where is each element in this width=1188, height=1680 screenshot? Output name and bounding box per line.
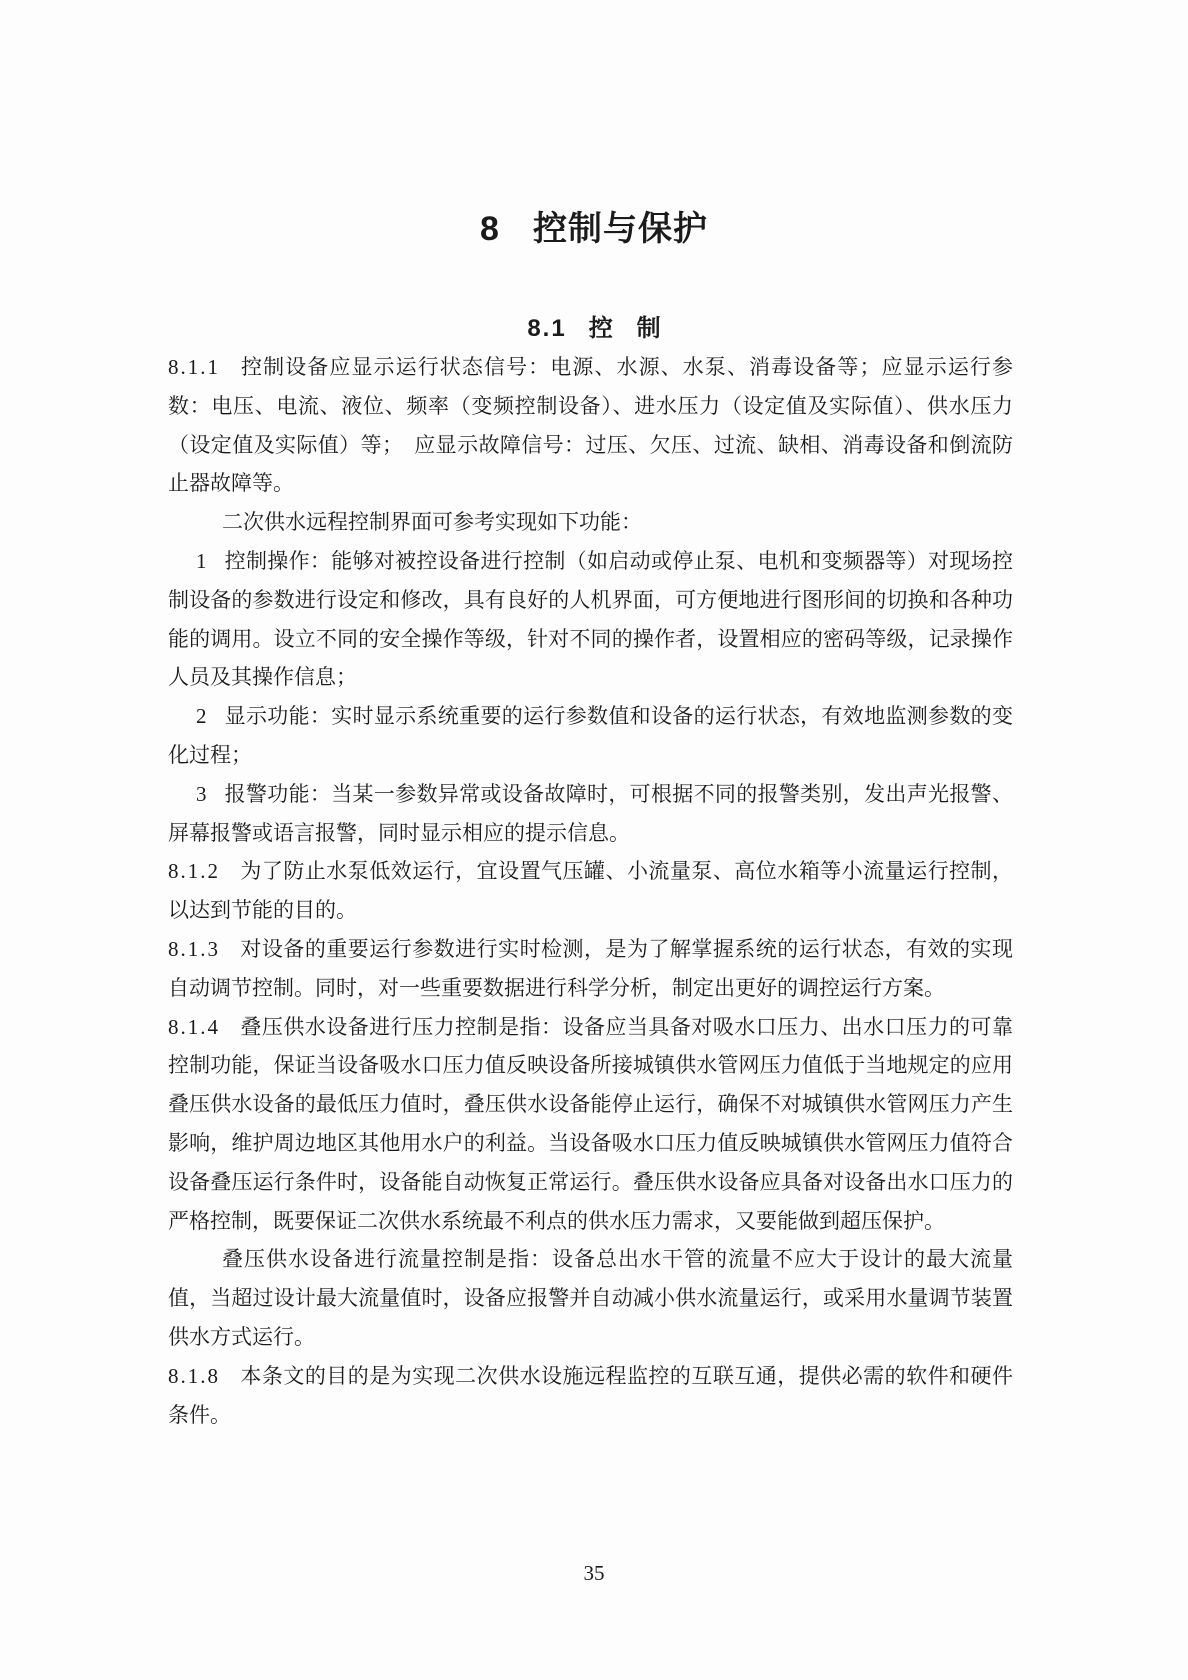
list-item-paragraph [168,775,1013,853]
paragraph-text: 对设备的重要运行参数进行实时检测，是为了解掌握系统的运行状态，有效的实现自动调节控制。同时，对一些重要数据进行科学分析，制定出更好的调控运行方案。 [168,936,1013,1000]
clause-paragraph [168,1357,1013,1435]
clause-number: 8.1.3 [168,936,220,961]
indented-paragraph [168,1240,1013,1356]
clause-number: 8.1.8 [168,1363,220,1388]
chapter-title-text: 控制与保护 [532,210,708,248]
document-body [168,348,1013,1434]
list-item-paragraph [168,542,1013,697]
paragraph-text: 控制设备应显示运行状态信号：电源、水源、水泵、消毒设备等；应显示运行参数：电压、电流、液位、频率（变频控制设备）、进水压力（设定值及实际值）、供水压力（设定值及实际值）等； 应显示故障信号：过压、欠压、过流、缺相、消毒设备和倒流防止器故障等。 [168,355,1013,496]
section-heading [0,314,1188,344]
paragraph-text: 叠压供水设备进行压力控制是指：设备应当具备对吸水口压力、出水口压力的可靠控制功能，保证当设备吸水口压力值反映设备所接城镇供水管网压力值低于当地规定的应用叠压供水设备的最低压力值时，叠压供水设备能停止运行，确保不对城镇供水管网压力产生影响，维护周边地区其他用水户的利益。当设备吸水口压力值反映城镇供水管网压力值符合设备叠压运行条件时，设备能自动恢复正常运行。叠压供水设备应具备对设备出水口压力的严格控制，既要保证二次供水系统最不利点的供水压力需求，又要能做到超压保护。 [168,1014,1013,1233]
section-number: 8.1 [527,315,567,342]
list-number: 2 [196,704,207,729]
list-number: 3 [196,781,207,806]
paragraph-text: 控制操作：能够对被控设备进行控制（如启动或停止泵、电机和变频器等）对现场控制设备的参数进行设定和修改，具有良好的人机界面，可方便地进行图形间的切换和各种功能的调用。设立不同的安全操作等级，针对不同的操作者，设置相应的密码等级，记录操作人员及其操作信息； [168,548,1013,690]
paragraph-text: 叠压供水设备进行流量控制是指：设备总出水干管的流量不应大于设计的最大流量值，当超过设计最大流量值时，设备应报警并自动减小供水流量运行，或采用水量调节装置供水方式运行。 [168,1247,1013,1349]
paragraph-text: 报警功能：当某一参数异常或设备故障时，可根据不同的报警类别，发出声光报警、屏幕报警或语言报警，同时显示相应的提示信息。 [168,781,1013,845]
clause-number: 8.1.1 [168,355,220,379]
clause-number: 8.1.4 [168,1014,220,1039]
indented-paragraph [168,503,1013,542]
clause-number: 8.1.2 [168,859,220,884]
chapter-title [0,208,1188,250]
clause-paragraph [168,348,1013,503]
page-number: 35 [583,1561,605,1585]
paragraph-text: 本条文的目的是为实现二次供水设施远程监控的互联互通，提供必需的软件和硬件条件。 [168,1363,1013,1427]
clause-paragraph [168,1008,1013,1241]
clause-paragraph [168,930,1013,1008]
list-number: 1 [196,548,207,573]
paragraph-text: 二次供水远程控制界面可参考实现如下功能： [222,510,642,535]
clause-paragraph [168,852,1013,930]
paragraph-text: 显示功能：实时显示系统重要的运行参数值和设备的运行状态，有效地监测参数的变化过程； [168,704,1013,767]
list-item-paragraph [168,697,1013,775]
chapter-number: 8 [480,210,499,248]
section-title-text: 控 制 [588,315,661,342]
paragraph-text: 为了防止水泵低效运行，宜设置气压罐、小流量泵、高位水箱等小流量运行控制，以达到节能的目的。 [168,859,1013,923]
